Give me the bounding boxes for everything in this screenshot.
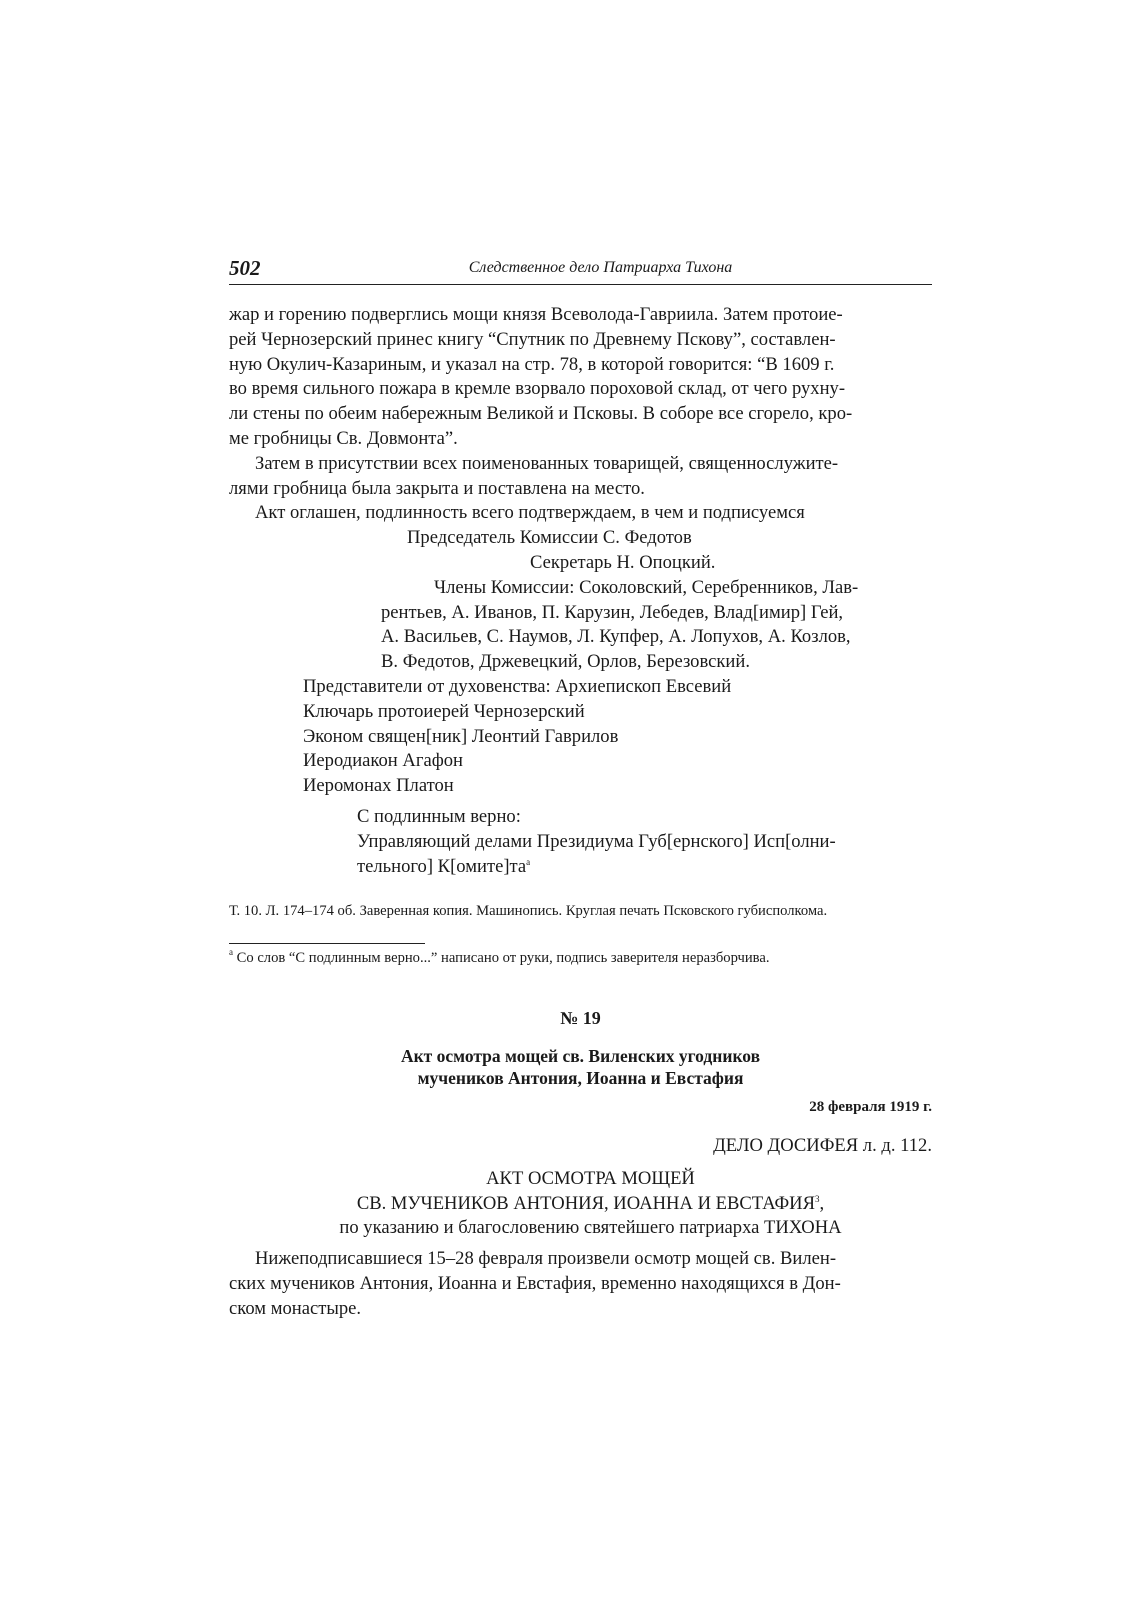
footnote-mark: а bbox=[229, 947, 233, 958]
signature-block bbox=[229, 526, 932, 879]
footnote-mark: 3 bbox=[815, 1193, 820, 1204]
document-page bbox=[229, 256, 932, 1322]
text-line: Нижеподписавшиеся 15–28 февраля произвели осмотр мощей св. Вилен- bbox=[255, 1248, 837, 1270]
document-date: 28 февраля 1919 г. bbox=[809, 1099, 932, 1116]
text-line: ме гробницы Св. Довмонта”. bbox=[229, 427, 458, 449]
text-line: Затем в присутствии всех поименованных товарищей, священнослужите- bbox=[255, 452, 839, 474]
footnote: $^а$ Со слов “С подлинным верно...” написано от руки, подпись заверителя неразборчива. bbox=[229, 947, 770, 967]
text-line: тельного] $К[омите]та^а$ bbox=[357, 855, 531, 877]
source-note: Т. 10. Л. 174–174 об. Заверенная копия. Машинопись. Круглая печать Псковского губисполкома. bbox=[229, 903, 828, 920]
act-body bbox=[229, 1247, 932, 1321]
case-reference: ДЕЛО ДОСИФЕЯ л. д. 112. bbox=[713, 1134, 932, 1156]
text-line: ную Окулич-Казариным, и указал на стр. 78, в которой говорится: “В 1609 г. bbox=[229, 353, 835, 375]
text-line: жар и горению подверглись мощи князя Всеволода-Гавриила. Затем протоие- bbox=[229, 304, 843, 325]
text-line: во время сильного пожара в кремле взорвало пороховой склад, от чего рухну- bbox=[229, 378, 846, 400]
clergy-list bbox=[229, 675, 932, 799]
text-line: лями гробница была закрыта и поставлена на место. bbox=[229, 477, 645, 499]
paragraph-2 bbox=[229, 452, 932, 502]
text-line: рентьев, А. Иванов, П. Карузин, Лебедев, Влад[имир] Гей, bbox=[381, 601, 844, 623]
text-line: Иеромонах Платон bbox=[303, 775, 454, 797]
text-line: Ключарь протоиерей Чернозерский bbox=[303, 700, 585, 722]
text-line: ском монастыре. bbox=[229, 1297, 362, 1319]
text-line: Представители от духовенства: Архиепископ Евсевий bbox=[303, 675, 732, 697]
chairman-signature: Председатель Комиссии С. Федотов bbox=[407, 527, 692, 549]
text-line: ли стены по обеим набережным Великой и Псковы. В соборе все сгорело, кро- bbox=[229, 403, 853, 425]
text-line: Иеродиакон Агафон bbox=[303, 750, 463, 772]
text-line: В. Федотов, Држевецкий, Орлов, Березовский. bbox=[381, 651, 750, 673]
document-number: № 19 bbox=[560, 1008, 601, 1029]
text-line: Члены Комиссии: Соколовский, Серебренников, Лав- bbox=[434, 576, 859, 598]
text-line: рей Чернозерский принес книгу “Спутник по Древнему Пскову”, составлен- bbox=[229, 328, 836, 350]
document-19 bbox=[229, 1006, 932, 1321]
text-line: ских мучеников Антония, Иоанна и Евстафия, временно находящихся в Дон- bbox=[229, 1272, 841, 1294]
text-line: С подлинным верно: bbox=[357, 805, 521, 827]
page-body bbox=[229, 303, 932, 1322]
members-list bbox=[229, 576, 932, 675]
continuation-paragraph bbox=[229, 303, 932, 452]
act-subtitle: по указанию и благословению святейшего патриарха ТИХОНА bbox=[339, 1217, 842, 1239]
document-title: Акт осмотра мощей св. Виленских угодников мучеников Антония, Иоанна и Евстафия bbox=[400, 1046, 761, 1089]
certification bbox=[229, 805, 932, 879]
footnote-divider bbox=[229, 943, 425, 944]
text-line: Эконом священ[ник] Леонтий Гаврилов bbox=[303, 725, 619, 747]
text-line: Управляющий делами Президиума Губ[ернского] Исп[олни- bbox=[357, 830, 836, 852]
footnote-mark: а bbox=[526, 856, 531, 867]
page-number: 502 bbox=[229, 256, 261, 280]
secretary-signature: Секретарь Н. Опоцкий. bbox=[530, 551, 716, 573]
act-title: АКТ ОСМОТРА МОЩЕЙ СВ. МУЧЕНИКОВ АНТОНИЯ, ИОАННА И ЕВСТАФИЯ$^3$, bbox=[356, 1167, 825, 1214]
paragraph-3: Акт оглашен, подлинность всего подтверждаем, в чем и подписуемся bbox=[255, 502, 805, 524]
text-line: А. Васильев, С. Наумов, Л. Купфер, А. Лопухов, А. Козлов, bbox=[381, 626, 851, 648]
page-header bbox=[229, 256, 932, 285]
running-title: Следственное дело Патриарха Тихона bbox=[468, 259, 733, 276]
